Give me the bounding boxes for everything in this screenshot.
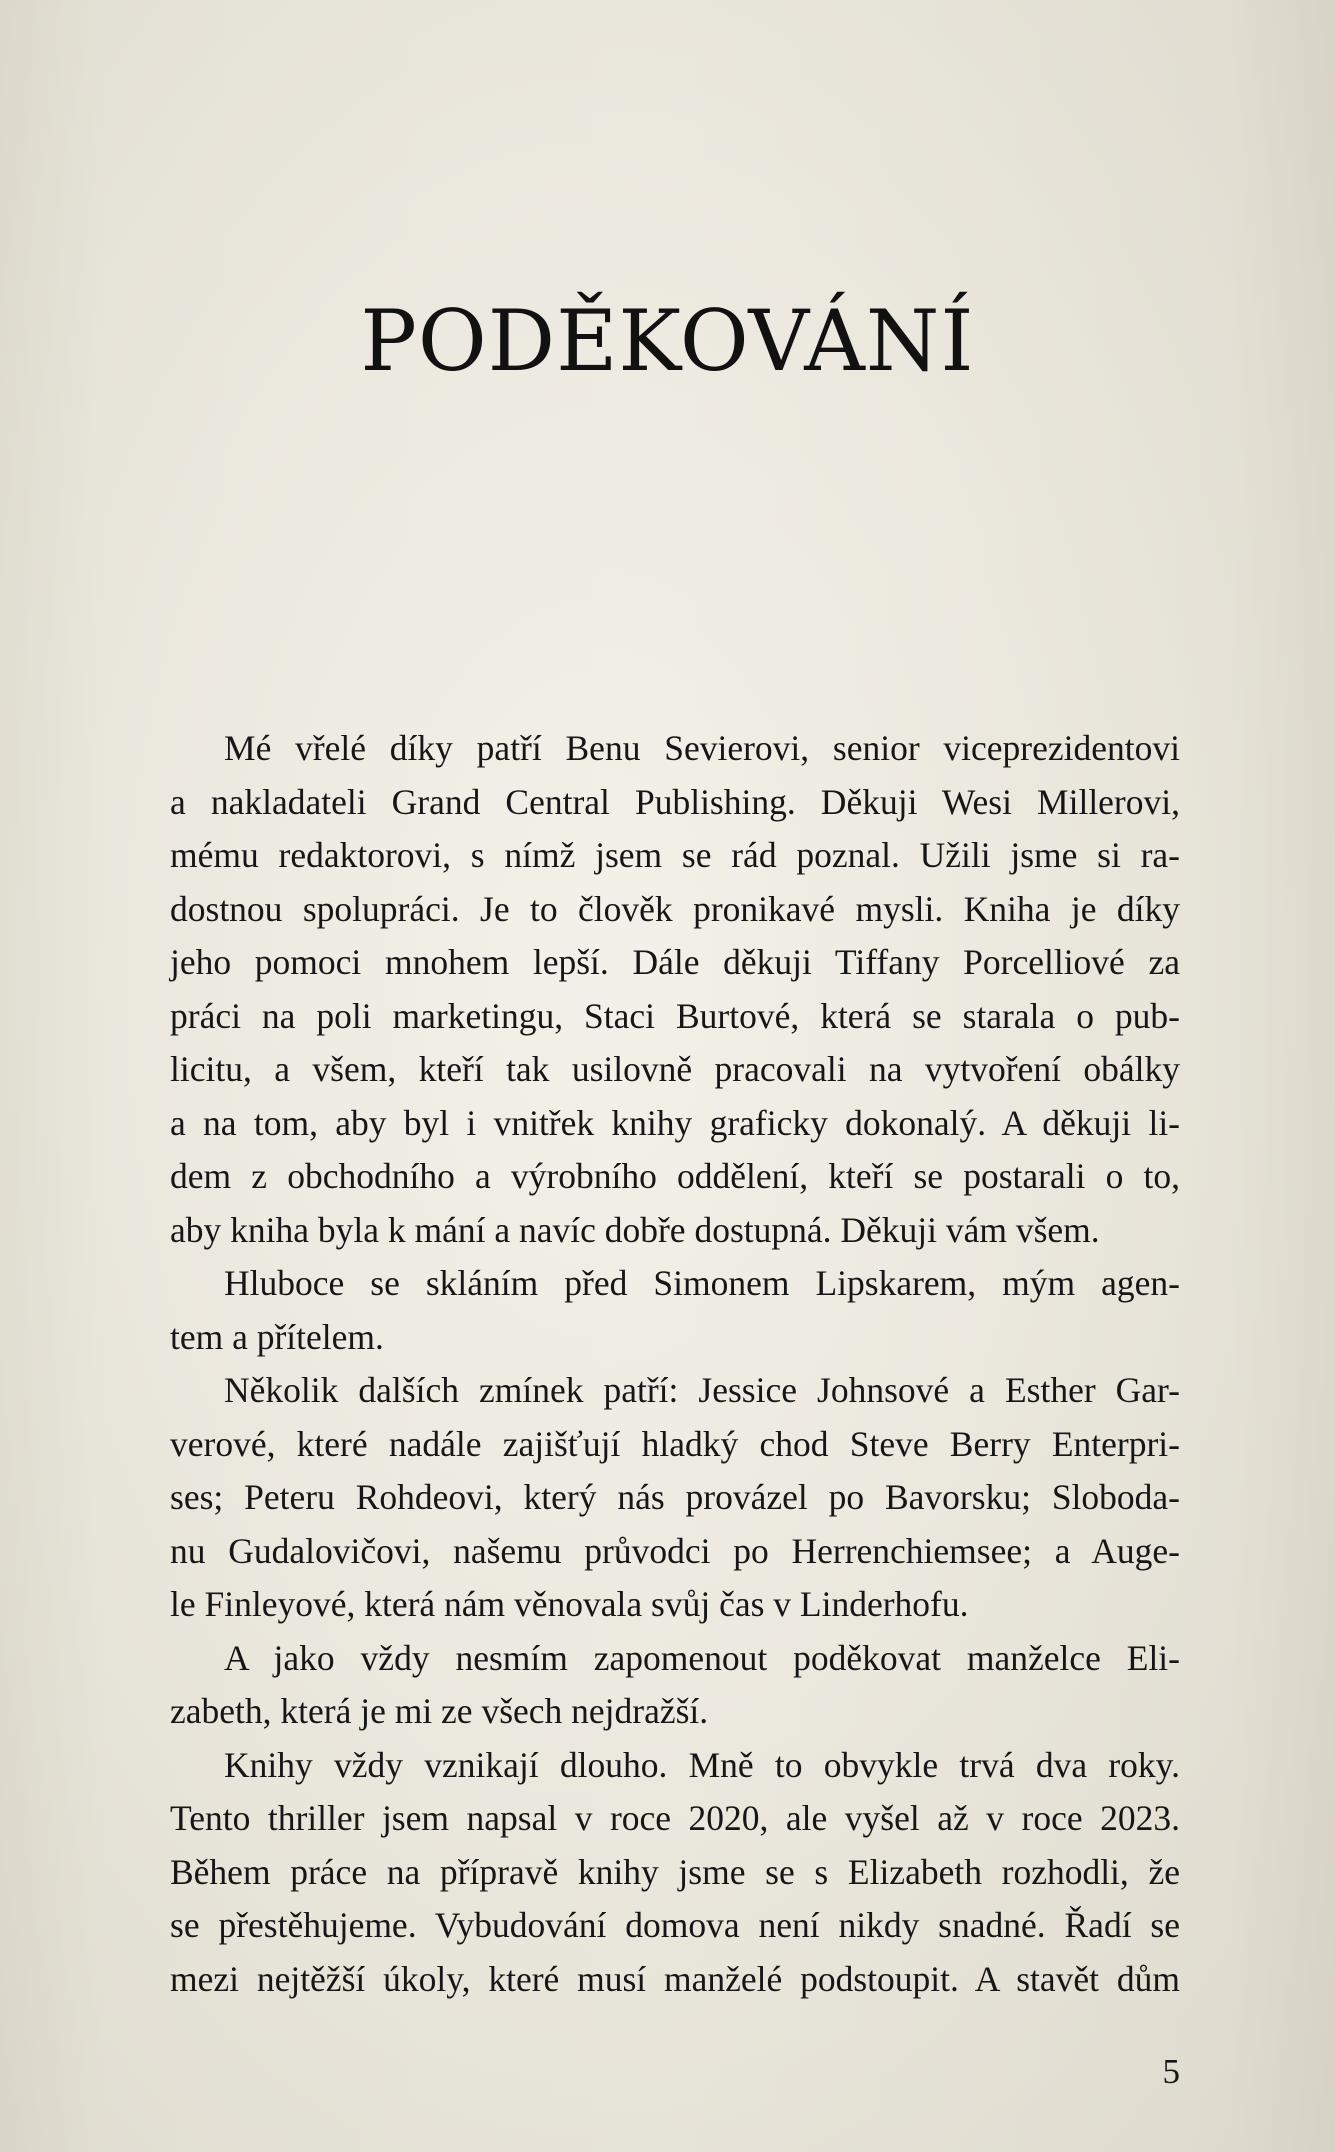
text-line: A jako vždy nesmím zapomenout poděkovat manželce Eli-	[224, 1637, 1180, 1678]
text-line: mému redaktorovi, s nímž jsem se rád poznal. Užili jsme si ra-	[170, 835, 1180, 875]
text-line: verové, které nadále zajišťují hladký chod Steve Berry Enterpri-	[170, 1423, 1180, 1464]
text-line: Knihy vždy vznikají dlouho. Mně to obvykle trvá dva roky.	[224, 1744, 1180, 1785]
text-line: a nakladateli Grand Central Publishing. Děkuji Wesi Millerovi,	[170, 781, 1180, 822]
text-line: Několik dalších zmínek patří: Jessice Johnsové a Esther Gar-	[224, 1370, 1180, 1410]
paragraph	[170, 1364, 1180, 1632]
paragraph	[170, 1739, 1180, 2007]
text-line: práci na poli marketingu, Staci Burtové, která se starala o pub-	[170, 995, 1180, 1036]
text-line: zabeth, která je mi ze všech nejdražší.	[170, 1691, 709, 1731]
page-number: 5	[1162, 2052, 1180, 2091]
text-line: jeho pomoci mnohem lepší. Dále děkuji Tiffany Porcelliové za	[170, 942, 1180, 982]
body-text	[170, 722, 1180, 2006]
text-line: tem a přítelem.	[170, 1316, 384, 1357]
text-line: dostnou spolupráci. Je to člověk pronikavé mysli. Kniha je díky	[170, 888, 1180, 929]
text-line: dem z obchodního a výrobního oddělení, kteří se postarali o to,	[170, 1156, 1180, 1196]
text-line: aby kniha byla k mání a navíc dobře dostupná. Děkuji vám všem.	[170, 1209, 1100, 1250]
text-line: le Finleyové, která nám věnovala svůj čas v Linderhofu.	[170, 1584, 969, 1624]
text-line: Tento thriller jsem napsal v roce 2020, ale vyšel až v roce 2023.	[170, 1798, 1180, 1838]
text-line: nu Gudalovičovi, našemu průvodci po Herrenchiemsee; a Auge-	[170, 1530, 1180, 1571]
paragraph	[170, 1257, 1180, 1364]
text-line: ses; Peteru Rohdeovi, který nás provázel po Bavorsku; Sloboda-	[170, 1477, 1180, 1517]
paragraph	[170, 1632, 1180, 1739]
chapter-heading: PODĚKOVÁNÍ	[360, 292, 975, 390]
text-line: se přestěhujeme. Vybudování domova není nikdy snadné. Řadí se	[170, 1905, 1180, 1945]
text-line: mezi nejtěžší úkoly, které musí manželé podstoupit. A stavět dům	[170, 1958, 1180, 1999]
text-line: a na tom, aby byl i vnitřek knihy graficky dokonalý. A děkuji li-	[170, 1102, 1180, 1143]
paragraph	[170, 722, 1180, 1257]
text-line: licitu, a všem, kteří tak usilovně pracovali na vytvoření obálky	[170, 1049, 1180, 1089]
text-line: Hluboce se skláním před Simonem Lipskarem, mým agen-	[224, 1263, 1180, 1303]
text-line: Během práce na přípravě knihy jsme se s Elizabeth rozhodli, že	[170, 1851, 1180, 1892]
text-line: Mé vřelé díky patří Benu Sevierovi, senior viceprezidentovi	[224, 728, 1180, 768]
